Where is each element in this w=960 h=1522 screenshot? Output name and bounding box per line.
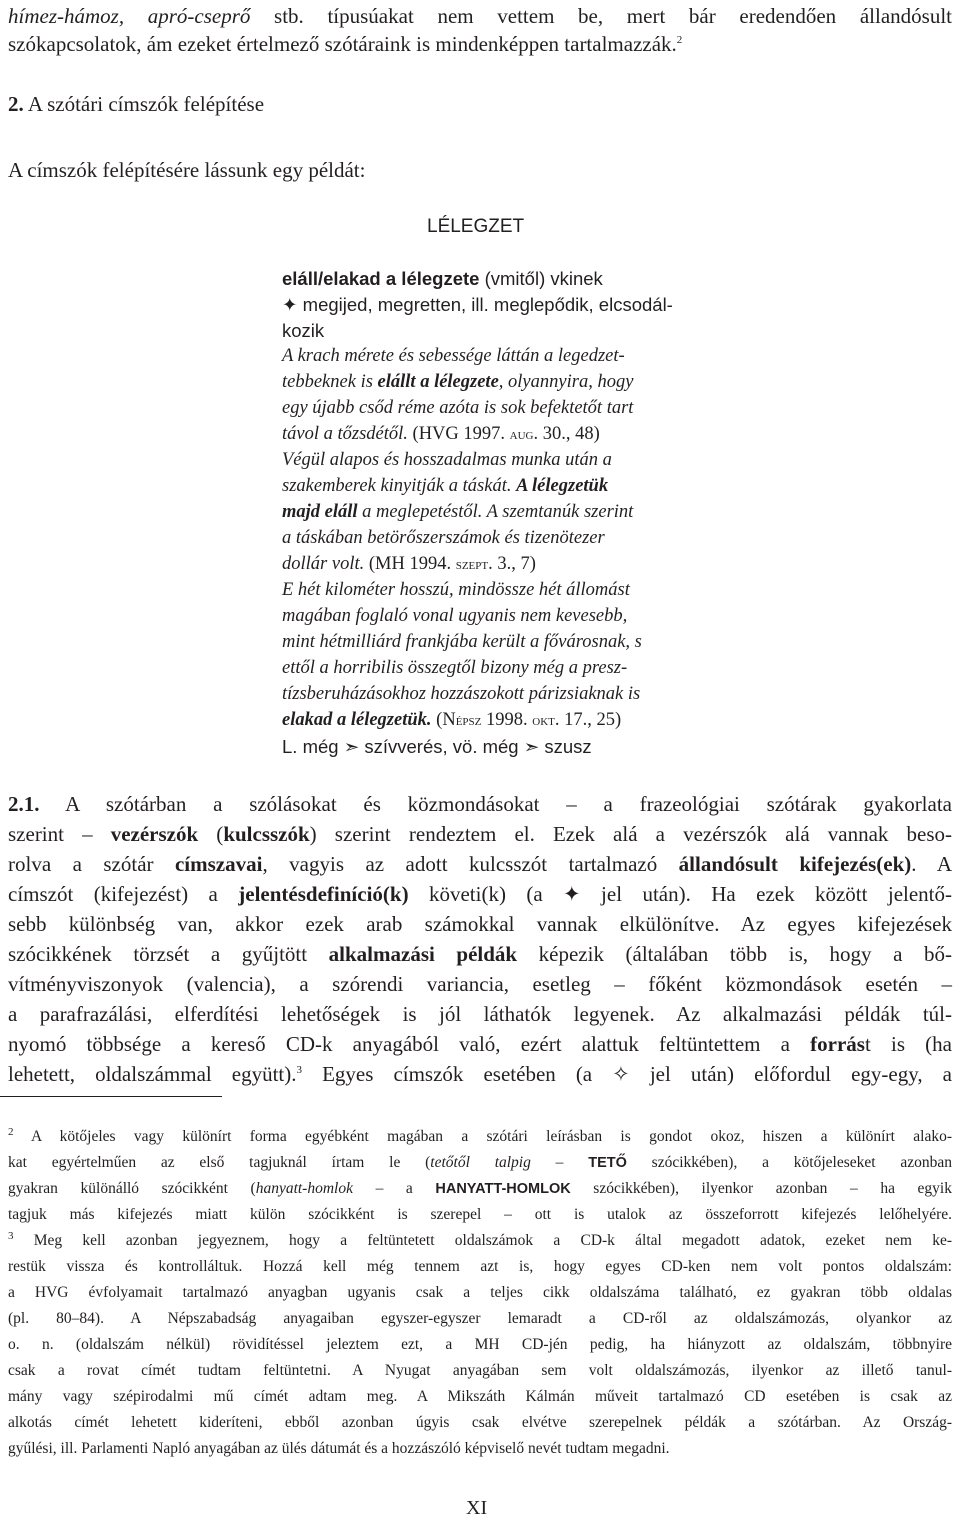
entry-headword: LÉLEGZET bbox=[427, 216, 525, 237]
intro-line-2: szókapcsolatok, ám ezeket értelmező szótáraink is mindenképpen tartalmazzák.$^2$ bbox=[8, 32, 683, 56]
entry-definition: ✦ megijed, megretten, ill. meglepődik, elcsodál- bbox=[282, 294, 673, 315]
see-link[interactable]: szusz bbox=[544, 736, 592, 757]
page-number: XI bbox=[466, 1497, 488, 1519]
footnote-line: a HVG évfolyamait tartalmazó anyagban ugyanis csak a teljes cikk oldalszáma található, ez gyakran több oldalas bbox=[8, 1284, 952, 1301]
footnote-line: (pl. 80–84). A Népszabadság anyagaiban egyszer-egyszer lemaradt a CD-ről az oldalszámozás, olyankor az bbox=[8, 1310, 952, 1327]
footnote-line: gyűlési, ill. Parlamenti Napló anyagában az ülés dátumát és a hozzászóló képviselő nevét tudtam megadni. bbox=[8, 1440, 670, 1457]
footnote-separator bbox=[0, 1096, 222, 1097]
footnote-line: $^2$ A kötőjeles vagy különírt forma egyébként magában a szótári leírásban is gondot okoz, hiszen a különírt alako- bbox=[8, 1125, 952, 1145]
example-1-line: egy újabb csőd réme azóta is sok befektetőt tart bbox=[282, 398, 634, 418]
paragraph-line: sebb különbség van, akkor ezek arab számokkal vannak elkülönítve. Az egyes kifejezések bbox=[8, 912, 952, 936]
example-1-line: A krach mérete és sebessége láttán a legedzet- bbox=[282, 346, 625, 366]
example-2-line: dollár volt. (MH 1994. szept. 3., 7) bbox=[282, 554, 536, 574]
footnote-line: gyakran különálló szócikként (hanyatt-homlok – a HANYATT-HOMLOK szócikkében), ilyenkor azonban – ha egyik bbox=[8, 1180, 952, 1197]
arrow-icon: ➣ bbox=[343, 736, 360, 757]
example-3-line: tízsberuházásokhoz hozzászokott párizsiaknak is bbox=[282, 684, 641, 704]
entry-phrase: eláll/elakad a lélegzete (vmitől) vkinek bbox=[282, 268, 603, 289]
example-3-line: mint hétmilliárd frankjába került a fővárosnak, s bbox=[282, 632, 642, 652]
section-heading: 2. A szótári címszók felépítése bbox=[8, 92, 265, 116]
paragraph-line: vítményviszonyok (valencia), a szórendi variancia, esetleg – főként közmondások esetén – bbox=[8, 972, 952, 996]
paragraph-line: 2.1. A szótárban a szólásokat és közmondásokat – a frazeológiai szótárak gyakorlata bbox=[8, 792, 952, 816]
example-3-line: ettől a horribilis összegtől bizony még a presz- bbox=[282, 658, 628, 678]
section-intro: A címszók felépítésére lássunk egy példát: bbox=[8, 158, 366, 182]
example-3-line: elakad a lélegzetük. (Népsz 1998. okt. 17., 25) bbox=[282, 710, 622, 730]
example-1-line: tebbeknek is elállt a lélegzete, olyannyira, hogy bbox=[282, 372, 634, 392]
example-2-line: szakemberek kinyitják a táskát. A lélegzetük bbox=[282, 476, 609, 496]
example-3-line: E hét kilométer hosszú, mindössze hét állomást bbox=[282, 580, 630, 600]
star-icon: ✦ bbox=[282, 294, 298, 315]
footnote-line: alkotás címét lehetett kideríteni, ebből azonban úgyis csak elvétve szerepelnek példák a szótárban. Az Ország- bbox=[8, 1414, 952, 1431]
example-2-line: majd eláll a meglepetéstől. A szemtanúk szerint bbox=[282, 502, 634, 522]
entry-see-also: L. még ➣ szívverés, vö. még ➣ szusz bbox=[282, 736, 592, 757]
paragraph-line: szócikkének törzsét a gyűjtött alkalmazási példák képezik (általában több is, hogy a bő- bbox=[8, 942, 952, 966]
footnote-line: csak a rovat címét tudtam feltüntetni. A Nyugat anyagában sem volt oldalszámozás, ilyenkor az illető tanul- bbox=[8, 1362, 952, 1379]
entry-definition-cont: kozik bbox=[282, 320, 325, 341]
footnote-line: o. n. (oldalszám nélkül) rövidítéssel jeleztem ezt, a MH CD-jén pedig, ha hiányzott az oldalszám, többnyire bbox=[8, 1336, 952, 1353]
paragraph-line: lehetett, oldalszámmal együtt).$^3$ Egyes címszók esetében (a ✧ jel után) előfordul egy-egy, a bbox=[8, 1062, 952, 1086]
paragraph-line: nyomó többsége a kereső CD-k anyagából való, ezért alattuk feltüntettem a forrást is (ha bbox=[8, 1032, 952, 1056]
paragraph-line: a parafrazálási, elferdítési lehetőségek is jól láthatók legyenek. Az alkalmazási példák túl- bbox=[8, 1002, 952, 1026]
footnote-line: $^3$ Meg kell azonban jegyeznem, hogy a feltüntetett oldalszámok a CD-k által megadott adatok, ezeket nem ke- bbox=[8, 1229, 952, 1249]
paragraph-line: rolva a szótár címszavai, vagyis az adott kulcsszót tartalmazó állandósult kifejezés(ek). A bbox=[8, 852, 952, 876]
see-link[interactable]: szívverés bbox=[364, 736, 443, 757]
example-3-line: magában foglaló vonal ugyanis nem kevesebb, bbox=[282, 606, 628, 626]
footnote-line: kat egyértelműen az első tagjuknál írtam le (tetőtől talpig – TETŐ szócikkében), a kötőjeleseket azonban bbox=[8, 1154, 952, 1171]
footnote-line: tagjuk más kifejezés miatt külön szócikként is szerepel – ott is utalok az összeforrott kifejezés lelőhelyére. bbox=[8, 1206, 952, 1223]
example-2-line: a táskában betörőszerszámok és tizenötezer bbox=[282, 528, 605, 548]
example-1-line: távol a tőzsdétől. (HVG 1997. aug. 30., 48) bbox=[282, 424, 600, 444]
example-2-line: Végül alapos és hosszadalmas munka után a bbox=[282, 450, 612, 470]
paragraph-line: címszót (kifejezést) a jelentésdefiníció(k) követi(k) (a ✦ jel után). Ha ezek között jelentő- bbox=[8, 882, 953, 906]
footnote-line: restük vissza és kontrolláltuk. Hozzá kell még tennem azt is, hogy egyes CD-ken nem volt pontos oldalszám: bbox=[8, 1258, 952, 1275]
paragraph-line: szerint – vezérszók (kulcsszók) szerint rendeztem el. Ezek alá a vezérszók alá vannak beso- bbox=[8, 822, 953, 846]
arrow-icon: ➣ bbox=[523, 736, 540, 757]
paragraph-number: 2.1. bbox=[8, 792, 40, 816]
intro-line-1: hímez-hámoz, apró-cseprő stb. típusúakat nem vettem be, mert bár eredendően állandósult bbox=[8, 4, 952, 28]
footnote-line: mány vagy szépirodalmi mű címét adtam meg. A Mikszáth Kálmán műveit tartalmazó CD esetében is csak az bbox=[8, 1388, 952, 1405]
